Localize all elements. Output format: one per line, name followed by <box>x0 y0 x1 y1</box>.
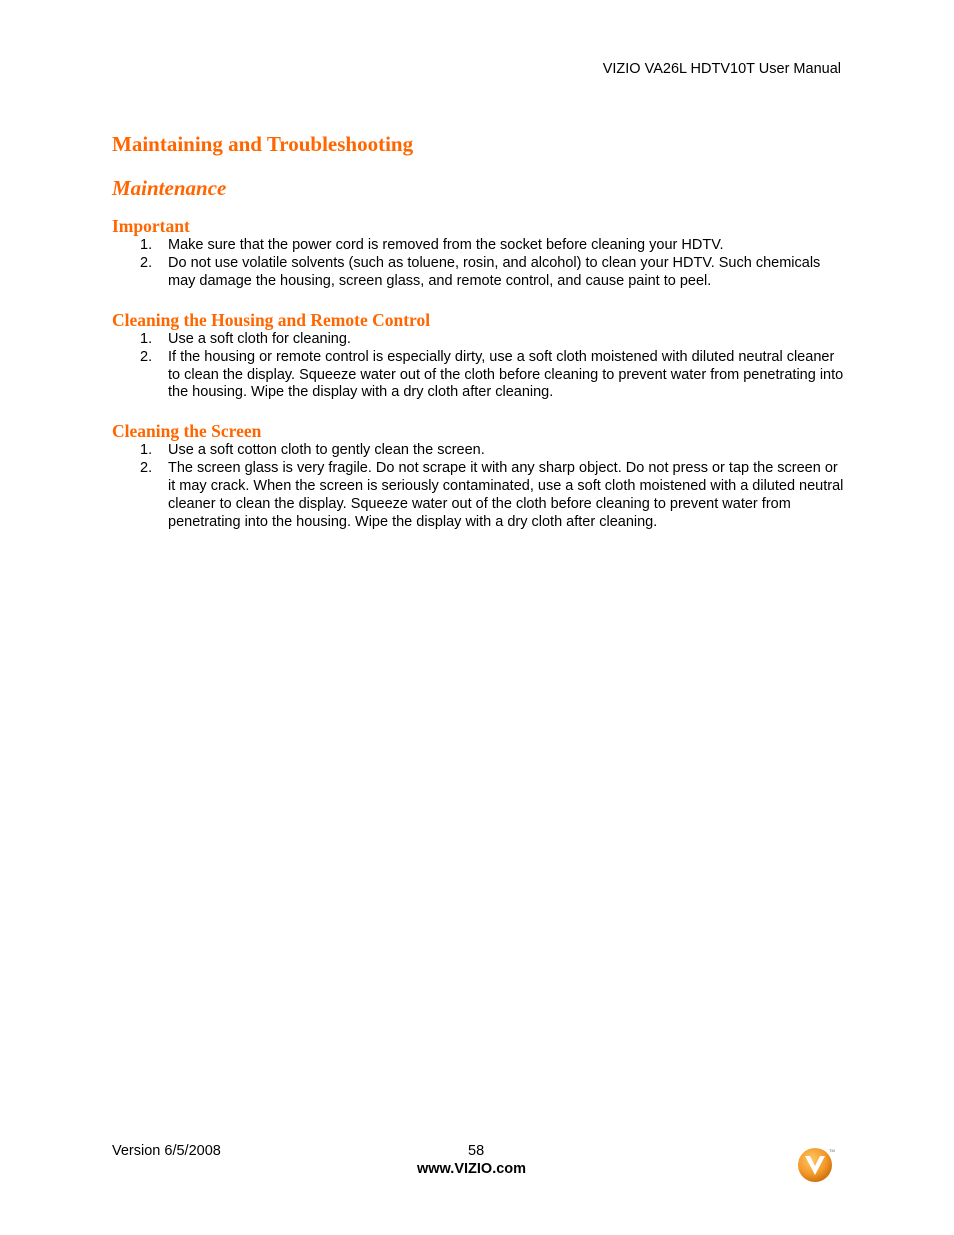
list-item-text: The screen glass is very fragile. Do not scrape it with any sharp object. Do not press or tap the screen or it may crack. When the screen is seriously contaminated, use a soft cloth moistened with a diluted neutral cleaner to clean the display. Squeeze water out of the cloth before cleaning to prevent water from penetrating into the housing. Wipe the display with a dry cloth after cleaning. <box>168 460 844 530</box>
subsection-heading: Cleaning the Housing and Remote Control <box>112 309 431 330</box>
list-item-number: 1. <box>140 330 153 347</box>
trademark-mark: TM <box>829 1148 835 1153</box>
list-item-number: 2. <box>140 460 153 477</box>
list-item <box>112 460 844 532</box>
page-header-title: VIZIO VA26L HDTV10T User Manual <box>602 61 841 77</box>
list-item-text: Use a soft cloth for cleaning. <box>168 330 351 347</box>
list-item-text: Make sure that the power cord is removed from the socket before cleaning your HDTV. <box>168 237 724 253</box>
list-item-text: Use a soft cotton cloth to gently clean the screen. <box>168 442 485 459</box>
section-title: Maintenance <box>112 176 227 200</box>
list-item <box>112 349 844 403</box>
list-item-number: 1. <box>140 442 153 459</box>
list-item <box>112 331 844 349</box>
footer-website: www.VIZIO.com <box>417 1161 527 1177</box>
list-item <box>112 442 844 460</box>
vizio-v-logo-icon <box>795 1145 835 1185</box>
footer-version: Version 6/5/2008 <box>112 1143 221 1159</box>
subsection-heading: Cleaning the Screen <box>112 421 262 442</box>
numbered-list <box>112 442 844 532</box>
list-item-number: 2. <box>140 348 153 365</box>
list-item <box>112 237 844 255</box>
numbered-list <box>112 237 844 291</box>
list-item-number: 2. <box>140 254 153 271</box>
list-item-number: 1. <box>140 237 153 253</box>
list-item-text: If the housing or remote control is especially dirty, use a soft cloth moistened with diluted neutral cleaner to clean the display. Squeeze water out of the cloth before cleaning to prevent water from penetrating into the housing. Wipe the display with a dry cloth after cleaning. <box>168 348 844 401</box>
list-item <box>112 255 844 291</box>
chapter-title: Maintaining and Troubleshooting <box>112 132 414 156</box>
subsection-important <box>112 215 844 291</box>
main-content <box>112 130 844 532</box>
subsection-cleaning-housing <box>112 309 844 403</box>
numbered-list <box>112 331 844 403</box>
page-number: 58 <box>468 1143 485 1159</box>
subsection-cleaning-screen <box>112 420 844 532</box>
subsection-heading: Important <box>112 216 190 236</box>
list-item-text: Do not use volatile solvents (such as toluene, rosin, and alcohol) to clean your HDTV. Such chemicals may damage the housing, screen glass, and remote control, and cause paint to peel. <box>168 254 821 289</box>
